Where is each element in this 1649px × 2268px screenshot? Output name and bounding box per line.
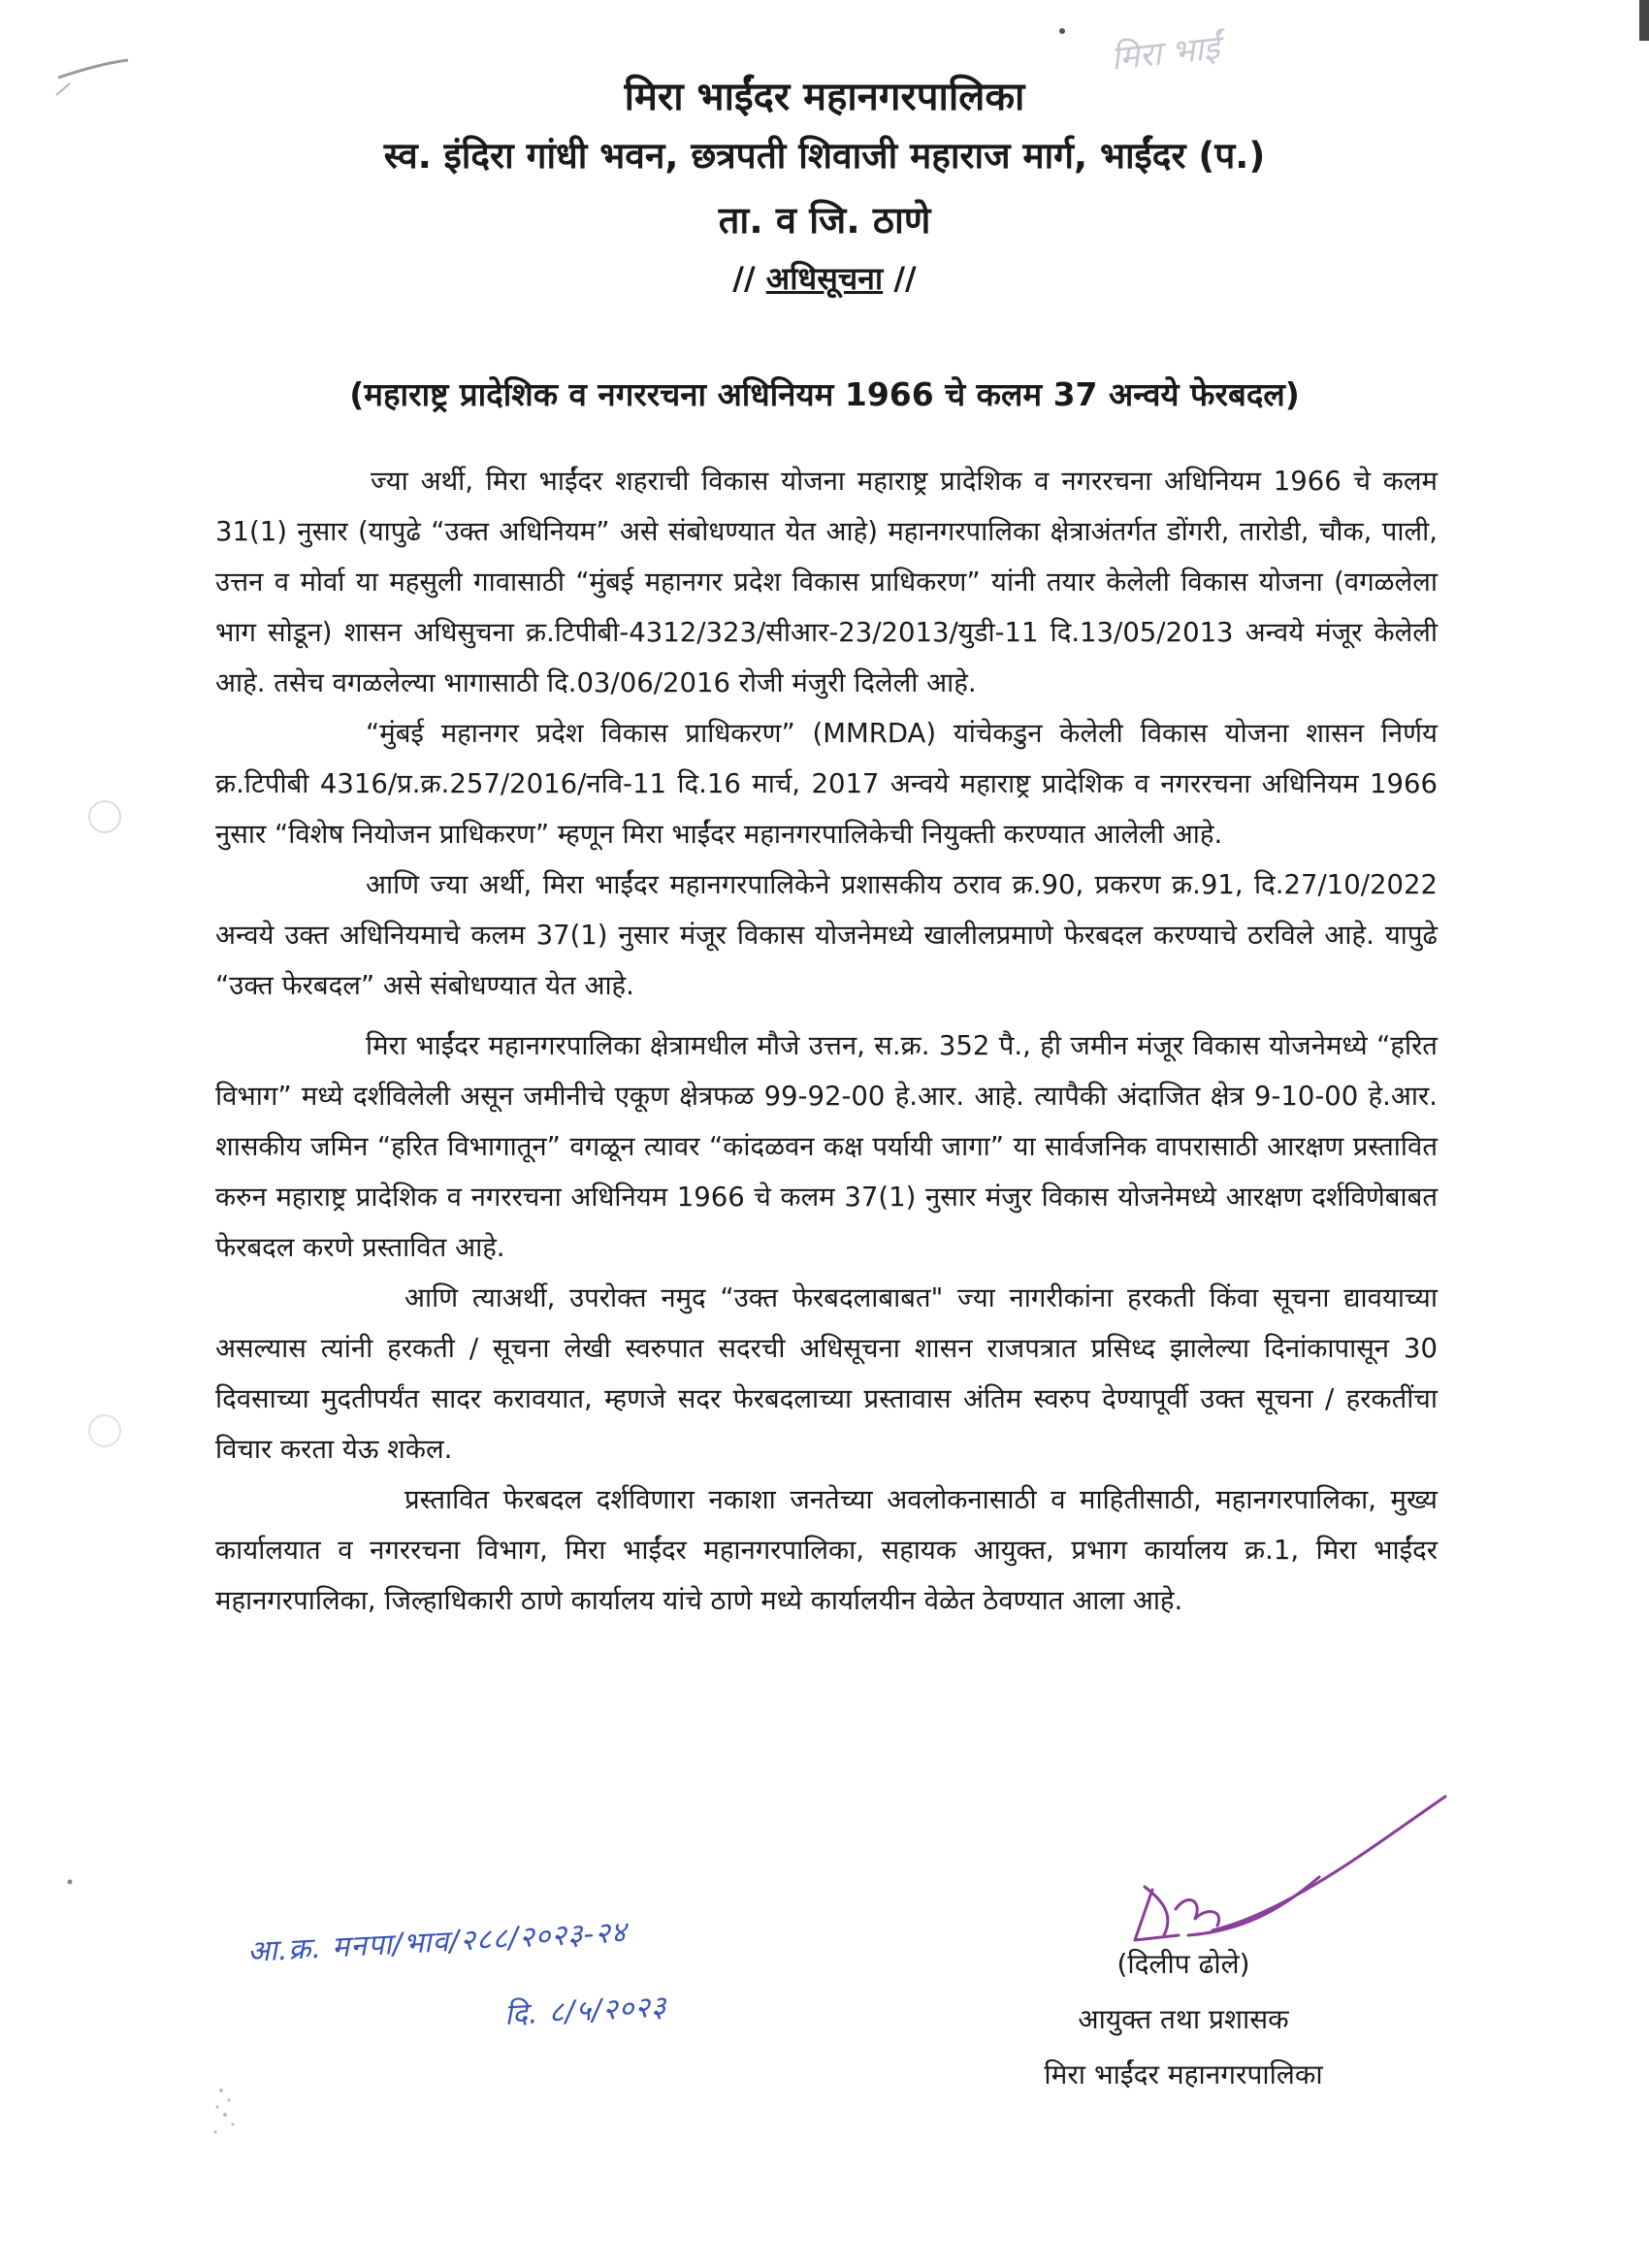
faint-scribble: मिरा भाईं	[1109, 28, 1222, 79]
paragraph-5: आणि त्याअर्थी, उपरोक्त नमुद “उक्त फेरबदलाबाबत" ज्या नागरीकांना हरकती किंवा सूचना द्यावयाच्या असल्यास त्यांनी हरकती / सूचना लेखी स्वरुपात सदरची अधिसूचना शासन राजपत्रात प्रसिध्द झालेल्या दिनांकापासून 30 दिवसाच्या मुदतीपर्यंत सादर करावयात, म्हणजे सदर फेरबदलाच्या प्रस्तावास अंतिम स्वरुप देण्यापूर्वी उक्त सूचना / हरकतींचा विचार करता येऊ शकेल.	[215, 1282, 1438, 1465]
signatory-org: मिरा भाईंदर महानगरपालिका	[1044, 2058, 1323, 2090]
handwritten-ref-number: आ.क्र. मनपा/भाव/२८८/२०२३-२४	[246, 1915, 629, 1969]
scan-mark-top-left-small	[56, 83, 70, 95]
org-address: स्व. इंदिरा गांधी भवन, छत्रपती शिवाजी महाराज मार्ग, भाईंदर (प.)	[383, 135, 1266, 177]
signatory-name: (दिलीप ढोले)	[1116, 1948, 1250, 1980]
ink-dot	[1059, 28, 1065, 34]
notice-title: अधिसूचना	[765, 260, 884, 297]
handwritten-signature	[1135, 1797, 1445, 1940]
speck-1	[68, 1880, 73, 1885]
paragraph-3: आणि ज्या अर्थी, मिरा भाईंदर महानगरपालिकेने प्रशासकीय ठराव क्र.90, प्रकरण क्र.91, दि.27/10/2022 अन्वये उक्त अधिनियमाचे कलम 37(1) नुसार मंजूर विकास योजनेमध्ये खालीलप्रमाणे फेरबदल करण्याचे ठरविले आहे. यापुढे “उक्त फेरबदल” असे संबोधण्यात येत आहे.	[215, 869, 1438, 1001]
notice-prefix: //	[732, 260, 756, 297]
punch-hole-upper	[89, 801, 120, 832]
punch-hole-lower	[89, 1415, 120, 1446]
scan-mark-top-left	[58, 60, 128, 78]
org-district: ता. व जि. ठाणे	[718, 199, 931, 242]
paragraph-4: मिरा भाईंदर महानगरपालिका क्षेत्रामधील मौजे उत्तन, स.क्र. 352 पै., ही जमीन मंजूर विकास योजनेमध्ये “हरित विभाग” मध्ये दर्शविलेली असून जमीनीचे एकूण क्षेत्रफळ 99-92-00 हे.आर. आहे. त्यापैकी अंदाजित क्षेत्र 9-10-00 हे.आर. शासकीय जमिन “हरित विभागातून” वगळून त्यावर “कांदळवन कक्ष पर्यायी जागा” या सार्वजनिक वापरासाठी आरक्षण प्रस्तावित करुन महाराष्ट्र प्रादेशिक व नगररचना अधिनियम 1966 चे कलम 37(1) नुसार मंजुर विकास योजनेमध्ये आरक्षण दर्शविणेबाबत फेरबदल करणे प्रस्तावित आहे.	[215, 1030, 1438, 1263]
scan-edge	[1639, 0, 1649, 41]
signatory-designation: आयुक्त तथा प्रशासक	[1078, 2003, 1289, 2035]
paragraph-1: ज्या अर्थी, मिरा भाईंदर शहराची विकास योजना महाराष्ट्र प्रादेशिक व नगररचना अधिनियम 1966 चे कलम 31(1) नुसार (यापुढे “उक्त अधिनियम” असे संबोधण्यात येत आहे) महानगरपालिका क्षेत्राअंतर्गत डोंगरी, तारोडी, चौक, पाली, उत्तन व मोर्वा या महसुली गावासाठी “मुंबई महानगर प्रदेश विकास प्राधिकरण” यांनी तयार केलेली विकास योजना (वगळलेला भाग सोडून) शासन अधिसुचना क्र.टिपीबी-4312/323/सीआर-23/2013/युडी-11 दि.13/05/2013 अन्वये मंजूर केलेली आहे. तसेच वगळलेल्या भागासाठी दि.03/06/2016 रोजी मंजुरी दिलेली आहे.	[215, 466, 1438, 698]
notice-subject: (महाराष्ट्र प्रादेशिक व नगररचना अधिनियम 1966 चे कलम 37 अन्वये फेरबदल)	[349, 375, 1300, 413]
dust-specks	[214, 2089, 235, 2134]
org-name: मिरा भाईंदर महानगरपालिका	[624, 75, 1025, 119]
notice-suffix: //	[893, 260, 917, 297]
handwritten-ref-date: दि. ८/५/२०२३	[503, 1990, 668, 2032]
paragraph-2: “मुंबई महानगर प्रदेश विकास प्राधिकरण” (MMRDA) यांचेकडुन केलेली विकास योजना शासन निर्णय क्र.टिपीबी 4316/प्र.क्र.257/2016/नवि-11 दि.16 मार्च, 2017 अन्वये महाराष्ट्र प्रादेशिक व नगररचना अधिनियम 1966 नुसार “विशेष नियोजन प्राधिकरण” म्हणून मिरा भाईंदर महानगरपालिकेची नियुक्ती करण्यात आलेली आहे.	[215, 718, 1438, 850]
paragraph-6: प्रस्तावित फेरबदल दर्शविणारा नकाशा जनतेच्या अवलोकनासाठी व माहितीसाठी, महानगरपालिका, मुख्य कार्यालयात व नगररचना विभाग, मिरा भाईंदर महानगरपालिका, सहायक आयुक्त, प्रभाग कार्यालय क्र.1, मिरा भाईंदर महानगरपालिका, जिल्हाधिकारी ठाणे कार्यालय यांचे ठाणे मध्ये कार्यालयीन वेळेत ठेवण्यात आला आहे.	[215, 1484, 1438, 1616]
